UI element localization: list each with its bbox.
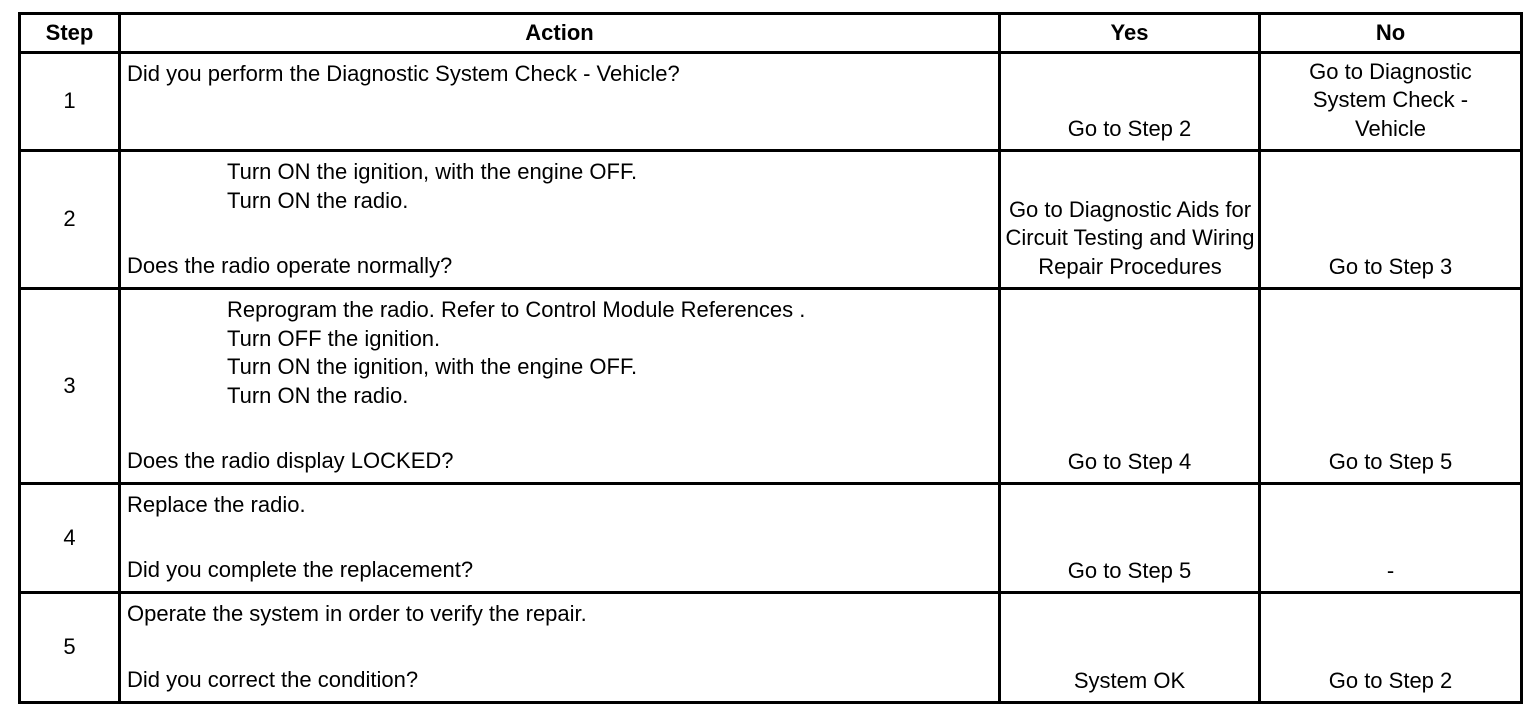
yes-cell [1000, 151, 1260, 289]
action-cell [120, 151, 1000, 289]
action-text: Operate the system in order to verify the repair. [127, 601, 587, 626]
yes-cell [1000, 593, 1260, 703]
yes-cell [1000, 484, 1260, 593]
no-cell [1260, 289, 1522, 484]
no-text: Go to Step 3 [1328, 253, 1453, 279]
table-row [20, 151, 1522, 289]
action-question: Does the radio operate normally? [127, 252, 453, 278]
action-substep: Turn ON the ignition, with the engine OFF. [227, 159, 638, 184]
no-text: Go to Step 2 [1328, 667, 1453, 693]
header-step: Step [20, 14, 120, 53]
action-cell [120, 593, 1000, 703]
table-row [20, 593, 1522, 703]
no-text: Go to Diagnostic System Check - Vehicle [1309, 58, 1472, 141]
yes-cell [1000, 289, 1260, 484]
header-no: No [1260, 14, 1522, 53]
action-substep: Turn OFF the ignition. [227, 325, 441, 351]
action-text: Did you perform the Diagnostic System Check - Vehicle? [127, 61, 680, 86]
step-number: 4 [20, 484, 120, 593]
yes-text: Go to Step 5 [1067, 557, 1192, 583]
table-row [20, 289, 1522, 484]
yes-cell [1000, 53, 1260, 151]
yes-text: System OK [1073, 667, 1186, 693]
step-number: 5 [20, 593, 120, 703]
action-substep: Turn ON the ignition, with the engine OFF. [227, 354, 638, 379]
action-cell [120, 484, 1000, 593]
no-text: Go to Step 5 [1328, 448, 1453, 474]
table-row [20, 53, 1522, 151]
action-substep: Turn ON the radio. [227, 187, 409, 213]
action-cell [120, 53, 1000, 151]
header-yes: Yes [1000, 14, 1260, 53]
no-cell [1260, 151, 1522, 289]
no-cell [1260, 53, 1522, 151]
no-cell [1260, 593, 1522, 703]
action-question: Does the radio display LOCKED? [127, 447, 454, 473]
action-question: Did you correct the condition? [127, 666, 419, 692]
yes-text: Go to Diagnostic Aids for Circuit Testing and Wiring Repair Procedures [1005, 196, 1255, 279]
step-number: 2 [20, 151, 120, 289]
yes-text: Go to Step 4 [1067, 448, 1192, 474]
action-text: Replace the radio. [127, 492, 306, 517]
action-substep: Turn ON the radio. [227, 382, 409, 408]
no-cell [1260, 484, 1522, 593]
step-number: 3 [20, 289, 120, 484]
yes-text: Go to Step 2 [1067, 115, 1192, 141]
table-row [20, 484, 1522, 593]
header-action: Action [120, 14, 1000, 53]
step-number: 1 [20, 53, 120, 151]
action-cell [120, 289, 1000, 484]
action-question: Did you complete the replacement? [127, 556, 474, 582]
table-header-row [20, 14, 1522, 53]
diagnostic-table [18, 12, 1523, 704]
action-substep: Reprogram the radio. Refer to Control Module References . [227, 297, 806, 322]
no-text: - [1386, 557, 1395, 583]
